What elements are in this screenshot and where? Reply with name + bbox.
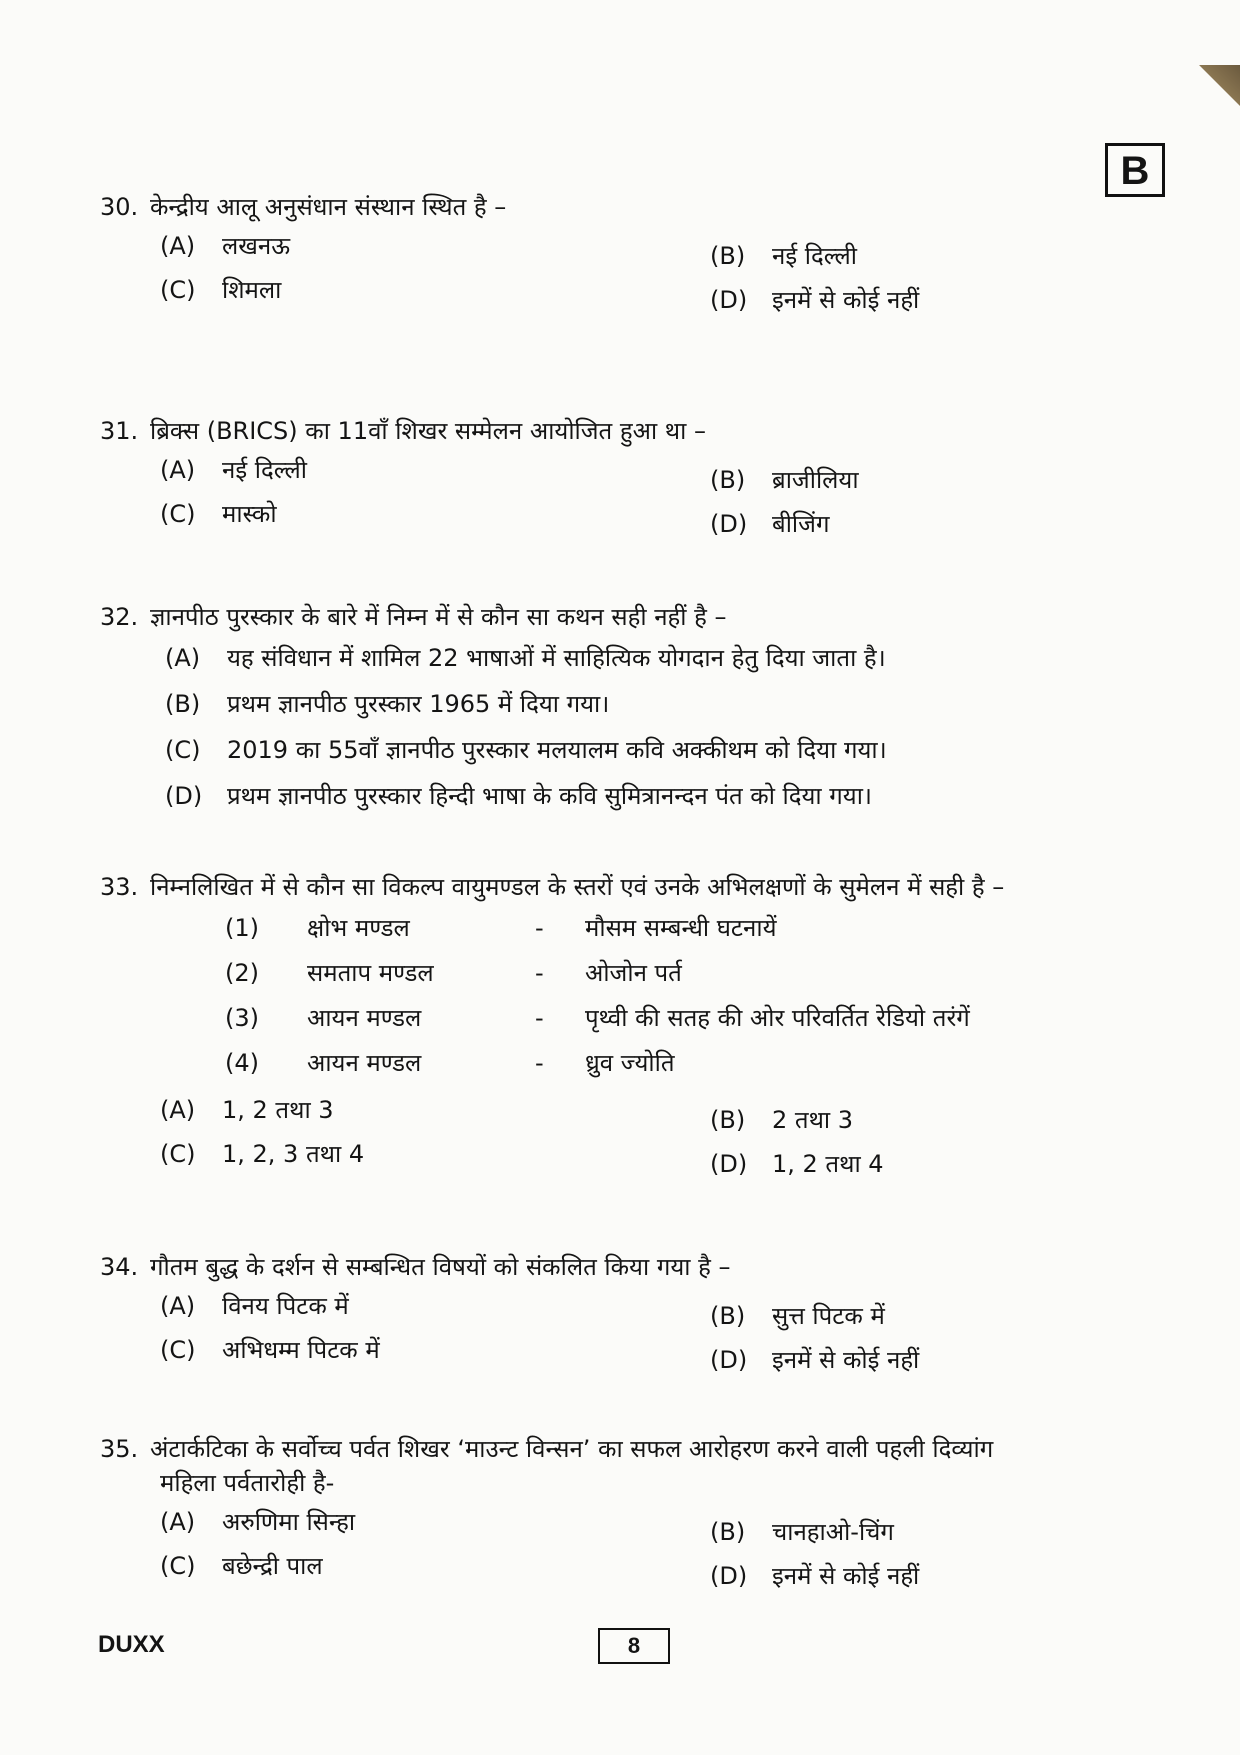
option-b: (B) सुत्त पिटक में <box>710 1302 885 1330</box>
question-32 <box>100 600 1170 826</box>
option-c: (C) शिमला <box>160 276 282 304</box>
booklet-code: DUXX <box>98 1631 165 1658</box>
option-b: (B) ब्राजीलिया <box>710 466 859 494</box>
question-stem: 32. ज्ञानपीठ पुरस्कार के बारे में निम्न में से कौन सा कथन सही नहीं है – <box>100 603 727 631</box>
folded-corner <box>1195 65 1240 110</box>
options <box>100 1506 1170 1606</box>
option-b: (B) 2 तथा 3 <box>710 1106 854 1134</box>
match-list <box>100 912 1170 1092</box>
option-d: (D) इनमें से कोई नहीं <box>710 1346 920 1374</box>
option-a: (A) 1, 2 तथा 3 <box>160 1096 334 1124</box>
match-row: (4) आयन मण्डल - ध्रुव ज्योति <box>225 1049 675 1077</box>
question-31 <box>100 414 1170 554</box>
option-d: (D) बीजिंग <box>710 510 830 538</box>
option-b: (B) चानहाओ-चिंग <box>710 1518 894 1546</box>
question-stem: 33. निम्नलिखित में से कौन सा विकल्प वायुमण्डल के स्तरों एवं उनके अभिलक्षणों के सुमेलन में सही है – <box>100 873 1005 901</box>
option-d: (D) प्रथम ज्ञानपीठ पुरस्कार हिन्दी भाषा के कवि सुमित्रानन्दन पंत को दिया गया। <box>165 782 873 810</box>
match-row: (2) समताप मण्डल - ओजोन पर्त <box>225 959 682 987</box>
option-d: (D) 1, 2 तथा 4 <box>710 1150 884 1178</box>
question-stem: 34. गौतम बुद्ध के दर्शन से सम्बन्धित विषयों को संकलित किया गया है – <box>100 1253 731 1281</box>
question-33 <box>100 870 1170 1194</box>
option-c: (C) 2019 का 55वाँ ज्ञानपीठ पुरस्कार मलयालम कवि अक्कीथम को दिया गया। <box>165 736 887 764</box>
question-stem: 35. अंटार्कटिका के सर्वोच्च पर्वत शिखर ‘माउन्ट विन्सन’ का सफल आरोहरण करने वाली पहली दिव्यांग <box>100 1435 994 1463</box>
option-d: (D) इनमें से कोई नहीं <box>710 286 920 314</box>
question-stem: 31. ब्रिक्स (BRICS) का 11वाँ शिखर सम्मेलन आयोजित हुआ था – <box>100 417 706 445</box>
options <box>100 642 1170 812</box>
option-c: (C) 1, 2, 3 तथा 4 <box>160 1140 365 1168</box>
option-c: (C) अभिधम्म पिटक में <box>160 1336 380 1364</box>
option-a: (A) यह संविधान में शामिल 22 भाषाओं में साहित्यिक योगदान हेतु दिया जाता है। <box>165 644 886 672</box>
question-30 <box>100 190 1170 330</box>
question-stem-continued: महिला पर्वतारोही है- <box>160 1469 335 1497</box>
option-a: (A) लखनऊ <box>160 232 291 260</box>
option-b: (B) प्रथम ज्ञानपीठ पुरस्कार 1965 में दिया गया। <box>165 690 610 718</box>
question-34 <box>100 1250 1170 1390</box>
option-a: (A) अरुणिमा सिन्हा <box>160 1508 356 1536</box>
option-a: (A) नई दिल्ली <box>160 456 308 484</box>
question-stem: 30. केन्द्रीय आलू अनुसंधान संस्थान स्थित है – <box>100 193 507 221</box>
options <box>100 1290 1170 1390</box>
option-a: (A) विनय पिटक में <box>160 1292 349 1320</box>
option-d: (D) इनमें से कोई नहीं <box>710 1562 920 1590</box>
set-label: B <box>1105 143 1165 197</box>
options <box>100 454 1170 554</box>
options <box>100 1094 1170 1194</box>
match-row: (1) क्षोभ मण्डल - मौसम सम्बन्धी घटनायें <box>225 914 777 942</box>
question-35 <box>100 1432 1170 1606</box>
options <box>100 230 1170 330</box>
option-c: (C) मास्को <box>160 500 277 528</box>
page-number: 8 <box>598 1628 670 1664</box>
option-b: (B) नई दिल्ली <box>710 242 858 270</box>
option-c: (C) बछेन्द्री पाल <box>160 1552 323 1580</box>
match-row: (3) आयन मण्डल - पृथ्वी की सतह की ओर परिवर्तित रेडियो तरंगें <box>225 1004 970 1032</box>
